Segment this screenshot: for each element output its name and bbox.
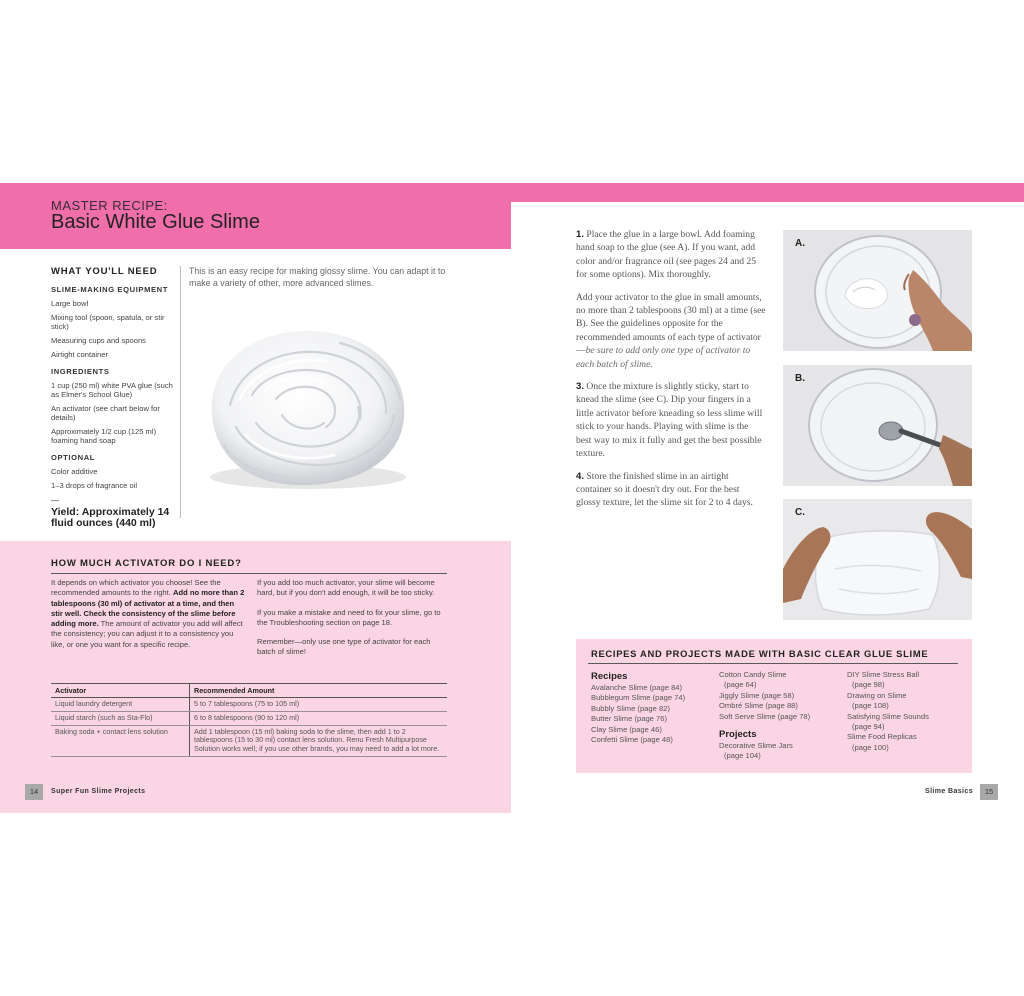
recipe-page-ref: (page 64) xyxy=(724,680,757,690)
activator-text-outro: The amount of activator you add will affect the consistency; you can adjust it to a consistency you like, or one you want for a specific recipe. xyxy=(51,619,243,649)
instruction-steps xyxy=(576,228,766,519)
what-you-need-section xyxy=(51,265,179,529)
activator-text-col1 xyxy=(51,578,247,650)
photo-b-image xyxy=(783,365,972,486)
project-page-ref: (page 108) xyxy=(852,701,889,711)
ingredient-item: Approximately 1/2 cup (125 ml) foaming hand soap xyxy=(51,427,157,445)
step-4 xyxy=(576,470,766,510)
table-cell: Liquid laundry detergent xyxy=(51,698,190,712)
recipe-link: Avalanche Slime (page 84) xyxy=(591,683,683,692)
recipe-link: Cotton Candy Slime xyxy=(719,670,787,679)
projects-heading: RECIPES AND PROJECTS MADE WITH BASIC CLEAR GLUE SLIME xyxy=(591,648,929,659)
table-row xyxy=(51,725,447,756)
step-number: 3. xyxy=(576,381,585,393)
needs-divider xyxy=(180,266,181,518)
projects-subheading: Projects xyxy=(719,729,757,741)
project-page-ref: (page 100) xyxy=(852,742,889,752)
page-number-left: 14 xyxy=(25,784,43,800)
table-cell: Add 1 tablespoon (15 ml) baking soda to the slime, then add 1 to 2 tablespoons (15 to 30 ml) contact lens solution. Renu Fresh Multipurpose Solution works well; if you use other brands, you may need to add a lot more. xyxy=(190,725,448,756)
book-title-footer: Super Fun Slime Projects xyxy=(51,788,146,795)
yield-text: Yield: Approximately 14 fluid ounces (440 ml) xyxy=(51,506,170,529)
activator-text-intro: It depends on which activator you choose! See the recommended amounts to the right. xyxy=(51,578,221,598)
recipe-link: Confetti Slime (page 48) xyxy=(591,735,673,745)
photo-c-image xyxy=(783,499,972,620)
photo-a-image xyxy=(783,230,972,351)
step-3 xyxy=(576,380,766,460)
activator-paragraph: If you add too much activator, your slime will become hard, but if you don't add enough, it will be too sticky. xyxy=(257,578,435,598)
step-italic-note: be sure to add only one type of activator to each batch of slime. xyxy=(576,345,751,370)
step-number: 1. xyxy=(576,229,585,240)
project-link: Decorative Slime Jars xyxy=(719,741,793,751)
project-page-ref: (page 104) xyxy=(724,751,761,761)
recipe-link: Bubbly Slime (page 82) xyxy=(591,703,670,713)
section-name-footer: Slime Basics xyxy=(925,788,973,795)
step-text: Add your activator to the glue in small amounts, no more than 2 tablespoons (30 ml) at a time (see B). See the guidelines opposite for the recommended amounts of each type of activator— xyxy=(576,291,766,357)
step-number: 4. xyxy=(576,470,585,482)
activator-table xyxy=(51,683,447,757)
table-cell: Baking soda + contact lens solution xyxy=(51,725,190,756)
photo-b-label: B. xyxy=(795,373,805,384)
photo-a xyxy=(783,230,972,351)
project-link: DIY Slime Stress Ball xyxy=(847,670,920,679)
photo-b xyxy=(783,365,972,486)
step-text: Store the finished slime in an airtight container so it doesn't dry out. For the best glossy texture, let the slime sit for 2 to 4 days. xyxy=(576,470,753,509)
master-recipe-label: MASTER RECIPE: xyxy=(51,198,168,213)
project-link: Satisfying Slime Sounds xyxy=(847,711,929,721)
equipment-heading: SLIME-MAKING EQUIPMENT xyxy=(51,285,168,294)
white-slime-photo xyxy=(190,295,490,515)
projects-col-1 xyxy=(591,670,716,745)
recipes-subheading: Recipes xyxy=(591,671,628,682)
page-number-right: 15 xyxy=(980,784,998,800)
table-cell: Liquid starch (such as Sta-Flo) xyxy=(51,711,190,725)
photo-a-label: A. xyxy=(795,238,805,249)
table-header-cell: Activator xyxy=(51,684,190,698)
activator-text-col2 xyxy=(257,578,449,667)
recipe-link: Soft Serve Slime (page 78) xyxy=(719,711,811,721)
step-text: Once the mixture is slightly sticky, start to knead the slime (see C). Dip your fingers in a little activator before kneading so less slime will stick to your hands. Playing with slime is the best way to mix it fully and get the best possible texture. xyxy=(576,381,763,460)
equipment-item: Large bowl xyxy=(51,299,89,308)
table-cell: 6 to 8 tablespoons (90 to 120 ml) xyxy=(190,711,448,725)
table-header-cell: Recommended Amount xyxy=(190,684,448,698)
optional-heading: OPTIONAL xyxy=(51,453,96,462)
optional-item: 1–3 drops of fragrance oil xyxy=(51,481,138,490)
activator-paragraph: If you make a mistake and need to fix your slime, go to the Troubleshooting section on page 18. xyxy=(257,607,441,627)
yield-dash: — xyxy=(51,496,59,505)
step-1 xyxy=(576,228,766,282)
equipment-item: Measuring cups and spoons xyxy=(51,336,146,345)
projects-col-2 xyxy=(719,670,844,762)
step-text: Place the glue in a large bowl. Add foaming hand soap to the glue (see A). If you want, add color and/or fragrance oil (see pages 24 and 25 for some options). Mix thoroughly. xyxy=(576,229,757,281)
photo-c-label: C. xyxy=(795,507,805,518)
activator-text-bold: Add no more than 2 tablespoons (30 ml) of activator at a time, and then stir well. Check the consistency of the slime before adding more. xyxy=(51,588,245,629)
activator-paragraph: Remember—only use one type of activator for each batch of slime! xyxy=(257,637,431,657)
table-row xyxy=(51,698,447,712)
project-page-ref: (page 94) xyxy=(852,722,885,732)
photo-c xyxy=(783,499,972,620)
optional-item: Color additive xyxy=(51,467,98,476)
table-header-row xyxy=(51,684,447,698)
ingredient-item: An activator (see chart below for details) xyxy=(51,404,160,422)
projects-heading-rule xyxy=(588,663,958,664)
project-page-ref: (page 98) xyxy=(852,680,885,690)
recipe-link: Jiggly Slime (page 58) xyxy=(719,690,795,700)
project-link: Drawing on Slime xyxy=(847,690,907,700)
equipment-item: Mixing tool (spoon, spatula, or stir stick) xyxy=(51,313,165,331)
recipe-link: Butter Slime (page 76) xyxy=(591,714,667,724)
table-cell: 5 to 7 tablespoons (75 to 105 ml) xyxy=(190,698,448,712)
activator-heading: HOW MUCH ACTIVATOR DO I NEED? xyxy=(51,558,242,569)
intro-text: This is an easy recipe for making glossy slime. You can adapt it to make a variety of other, more advanced slimes. xyxy=(189,266,446,288)
table-row xyxy=(51,711,447,725)
recipe-link: Ombré Slime (page 88) xyxy=(719,701,798,711)
ingredients-heading: INGREDIENTS xyxy=(51,367,110,376)
equipment-item: Airtight container xyxy=(51,350,108,359)
recipe-title: Basic White Glue Slime xyxy=(51,211,260,233)
projects-col-3 xyxy=(847,670,972,753)
recipe-link: Clay Slime (page 46) xyxy=(591,724,662,734)
needs-heading: WHAT YOU'LL NEED xyxy=(51,266,158,277)
activator-heading-rule xyxy=(51,573,447,574)
step-2 xyxy=(576,291,766,371)
recipe-link: Bubblegum Slime (page 74) xyxy=(591,693,686,703)
project-link: Slime Food Replicas xyxy=(847,732,917,742)
ingredient-item: 1 cup (250 ml) white PVA glue (such as Elmer's School Glue) xyxy=(51,381,173,399)
